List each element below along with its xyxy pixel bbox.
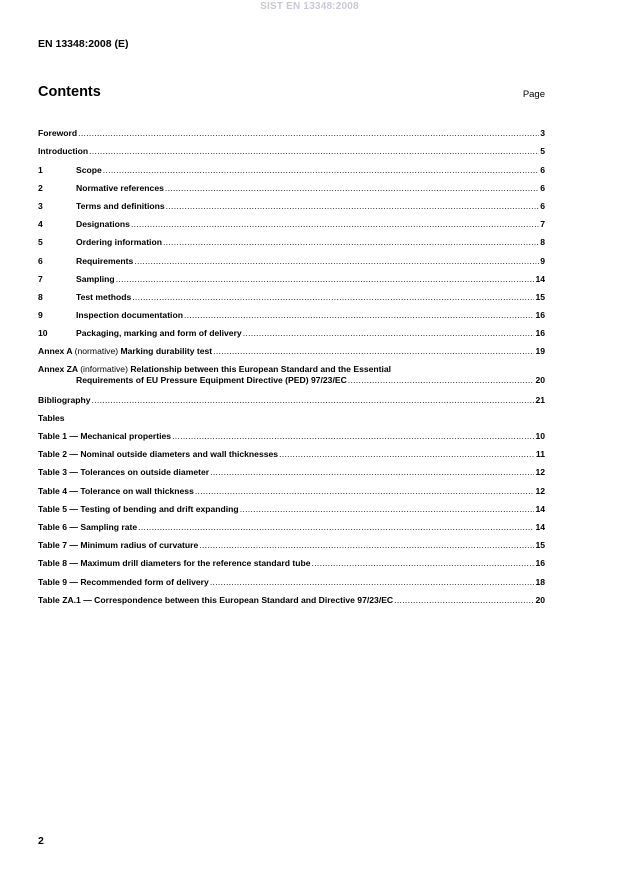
- leader-dots: [89, 146, 539, 156]
- entry-title: Ordering information: [76, 237, 162, 248]
- annex-za-title-line2: Requirements of EU Pressure Equipment Directive (PED) 97/23/EC: [76, 375, 347, 386]
- toc-entry[interactable]: [38, 120, 545, 138]
- leader-dots: [210, 467, 534, 477]
- clause-number: 1: [38, 164, 43, 175]
- entry-title: Table 6 — Sampling rate: [38, 521, 138, 532]
- leader-dots: [243, 328, 535, 338]
- entry-title: Table 2 — Nominal outside diameters and wall thicknesses: [38, 449, 279, 460]
- toc-entry[interactable]: [38, 229, 545, 247]
- leader-dots: [195, 486, 535, 496]
- clause-number: 6: [38, 255, 43, 266]
- toc-table-entry[interactable]: [38, 441, 545, 459]
- entry-page: 6: [540, 200, 545, 211]
- toc-entry[interactable]: [38, 320, 545, 338]
- entry-title: Designations: [76, 219, 130, 230]
- leader-dots: [163, 237, 539, 247]
- entry-title: Table 7 — Minimum radius of curvature: [38, 540, 199, 551]
- toc-table-entry[interactable]: [38, 532, 545, 550]
- leader-dots: [312, 558, 535, 568]
- table-of-contents: [38, 120, 545, 605]
- leader-dots: [279, 449, 535, 459]
- toc-tables: [38, 423, 545, 605]
- clause-number: 7: [38, 273, 43, 284]
- leader-dots: [213, 346, 534, 356]
- toc-table-entry[interactable]: [38, 477, 545, 495]
- toc-entry[interactable]: [38, 302, 545, 320]
- entry-title: Table 4 — Tolerance on wall thickness: [38, 485, 194, 496]
- clause-number: 4: [38, 219, 43, 230]
- entry-title: Packaging, marking and form of delivery: [76, 328, 242, 339]
- toc-entry[interactable]: [38, 211, 545, 229]
- entry-title: Scope: [76, 164, 102, 175]
- entry-page: 20: [535, 594, 545, 605]
- entry-title: Introduction: [38, 146, 89, 157]
- toc-table-entry[interactable]: [38, 550, 545, 568]
- entry-page: 10: [535, 431, 545, 441]
- entry-title: Requirements: [76, 255, 134, 266]
- annex-za-page: 20: [535, 375, 545, 386]
- annex-a-title: Marking durability test: [120, 346, 213, 357]
- leader-dots: [138, 522, 534, 532]
- annex-za-prefix: Annex ZA: [38, 364, 78, 375]
- leader-dots: [92, 395, 535, 405]
- leader-dots: [199, 540, 534, 550]
- leader-dots: [184, 310, 534, 320]
- entry-page: 6: [540, 182, 545, 193]
- leader-dots: [103, 165, 539, 175]
- clause-number: 5: [38, 237, 43, 248]
- entry-page: 6: [540, 164, 545, 175]
- toc-entry-annex-a[interactable]: [38, 338, 545, 356]
- entry-page: 16: [535, 558, 545, 569]
- entry-title: Table 1 — Mechanical properties: [38, 431, 172, 441]
- leader-dots: [240, 504, 535, 514]
- toc-entry[interactable]: [38, 175, 545, 193]
- toc-table-entry[interactable]: [38, 514, 545, 532]
- clause-number: 10: [38, 328, 48, 339]
- annex-a-prefix: Annex A: [38, 346, 73, 357]
- clause-number: 2: [38, 182, 43, 193]
- clause-number: 3: [38, 200, 43, 211]
- entry-page: 14: [535, 273, 545, 284]
- toc-table-entry[interactable]: [38, 423, 545, 441]
- entry-page: 15: [535, 291, 545, 302]
- toc-table-entry[interactable]: [38, 459, 545, 477]
- entry-title: Table 5 — Testing of bending and drift expanding: [38, 503, 239, 514]
- entry-title: Inspection documentation: [76, 310, 183, 321]
- document-id: EN 13348:2008 (E): [38, 38, 129, 50]
- annex-za-title-line1: Relationship between this European Standard and the Essential: [130, 364, 392, 375]
- entry-page: 15: [535, 540, 545, 551]
- toc-entry[interactable]: [38, 266, 545, 284]
- leader-dots: [78, 128, 539, 138]
- entry-title: Table ZA.1 — Correspondence between this European Standard and Directive 97/23/EC: [38, 594, 394, 605]
- leader-dots: [165, 183, 539, 193]
- annex-a-kind: (normative): [74, 346, 119, 357]
- entry-page: 16: [535, 310, 545, 321]
- toc-table-entry[interactable]: [38, 587, 545, 605]
- watermark: SIST EN 13348:2008: [260, 1, 359, 12]
- toc-table-entry[interactable]: [38, 568, 545, 586]
- clause-number: 8: [38, 291, 43, 302]
- page-column-label: Page: [522, 89, 545, 100]
- entry-page: 12: [535, 467, 545, 478]
- toc-entry[interactable]: [38, 284, 545, 302]
- annex-za-kind: (informative): [80, 364, 128, 375]
- entry-title: Table 9 — Recommended form of delivery: [38, 576, 209, 587]
- contents-title: Contents: [38, 84, 101, 100]
- tables-heading: Tables: [38, 412, 65, 423]
- leader-dots: [132, 292, 534, 302]
- leader-dots: [394, 595, 534, 605]
- toc-entry[interactable]: [38, 247, 545, 265]
- entry-title: Table 8 — Maximum drill diameters for the reference standard tube: [38, 558, 311, 569]
- entry-page: 3: [540, 128, 545, 139]
- clause-number: 9: [38, 310, 43, 321]
- entry-title: Table 3 — Tolerances on outside diameter: [38, 467, 210, 478]
- entry-page: 7: [540, 219, 545, 230]
- entry-title: Sampling: [76, 273, 115, 284]
- entry-page: 11: [535, 449, 545, 460]
- leader-dots: [166, 201, 540, 211]
- toc-entry-bibliography[interactable]: [38, 386, 545, 404]
- leader-dots: [172, 431, 534, 441]
- entry-title: Foreword: [38, 128, 78, 139]
- entry-page: 14: [535, 503, 545, 514]
- toc-table-entry[interactable]: [38, 496, 545, 514]
- toc-entry[interactable]: [38, 156, 545, 174]
- entry-page: 16: [535, 328, 545, 339]
- page-number: 2: [38, 835, 44, 847]
- toc-entry[interactable]: [38, 193, 545, 211]
- entry-title: Terms and definitions: [76, 200, 165, 211]
- entry-title: Normative references: [76, 182, 164, 193]
- toc-clauses: [38, 120, 545, 338]
- entry-page: 18: [535, 576, 545, 587]
- leader-dots: [116, 274, 535, 284]
- entry-page: 5: [540, 146, 545, 157]
- entry-page: 8: [540, 237, 545, 248]
- entry-page: 9: [540, 255, 545, 266]
- annex-a-page: 19: [535, 346, 545, 357]
- leader-dots: [134, 256, 539, 266]
- entry-page: 14: [535, 521, 545, 532]
- entry-page: 12: [535, 485, 545, 496]
- leader-dots: [210, 577, 535, 587]
- bibliography-title: Bibliography: [38, 394, 91, 405]
- entry-title: Test methods: [76, 291, 132, 302]
- bibliography-page: 21: [535, 394, 545, 405]
- leader-dots: [348, 375, 535, 386]
- toc-entry[interactable]: [38, 138, 545, 156]
- leader-dots: [131, 219, 539, 229]
- toc-entry-annex-za[interactable]: [38, 356, 545, 386]
